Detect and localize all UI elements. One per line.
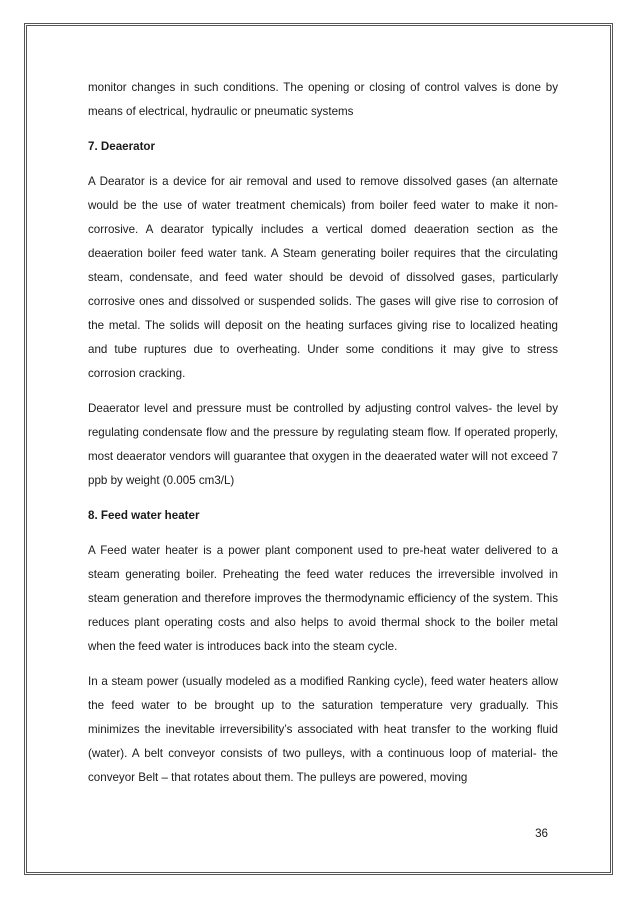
continuation-paragraph: monitor changes in such conditions. The opening or closing of control valves is done by means of electrical, hydraulic or pneumatic systems <box>88 81 558 118</box>
feed-water-heater-paragraph-1: A Feed water heater is a power plant component used to pre-heat water delivered to a steam generating boiler. Preheating the feed water reduces the irreversible involved in steam generation and therefore improves the thermodynamic efficiency of the system. This reduces plant operating costs and also helps to avoid thermal shock to the boiler metal when the feed water is introduces back into the steam cycle. <box>88 544 558 653</box>
section-heading-deaerator: 7. Deaerator <box>88 140 156 153</box>
deaerator-paragraph-2: Deaerator level and pressure must be controlled by adjusting control valves- the level by regulating condensate flow and the pressure by regulating steam flow. If operated properly, most deaerator vendors will guarantee that oxygen in the deaerated water will not exceed 7 ppb by weight (0.005 cm3/L) <box>88 402 558 487</box>
deaerator-paragraph-1: A Dearator is a device for air removal and used to remove dissolved gases (an alternate would be the use of water treatment chemicals) from boiler feed water to make it non-corrosive. A dearator typically includes a vertical domed deaeration section as the deaeration boiler feed water tank. A Steam generating boiler requires that the circulating steam, condensate, and feed water should be devoid of dissolved gases, particularly corrosive ones and dissolved or suspended solids. The gases will give rise to corrosion of the metal. The solids will deposit on the heating surfaces giving rise to localized heating and tube ruptures due to overheating. Under some conditions it may give to stress corrosion cracking. <box>88 175 558 380</box>
page-number: 36 <box>535 827 548 840</box>
section-heading-feed-water-heater: 8. Feed water heater <box>88 509 200 522</box>
feed-water-heater-paragraph-2: In a steam power (usually modeled as a modified Ranking cycle), feed water heaters allow the feed water to be brought up to the saturation temperature very gradually. This minimizes the inevitable irreversibility’s associated with heat transfer to the working fluid (water). A belt conveyor consists of two pulleys, with a continuous loop of material- the conveyor Belt – that rotates about them. The pulleys are powered, moving <box>88 675 558 784</box>
page-content <box>88 76 558 801</box>
